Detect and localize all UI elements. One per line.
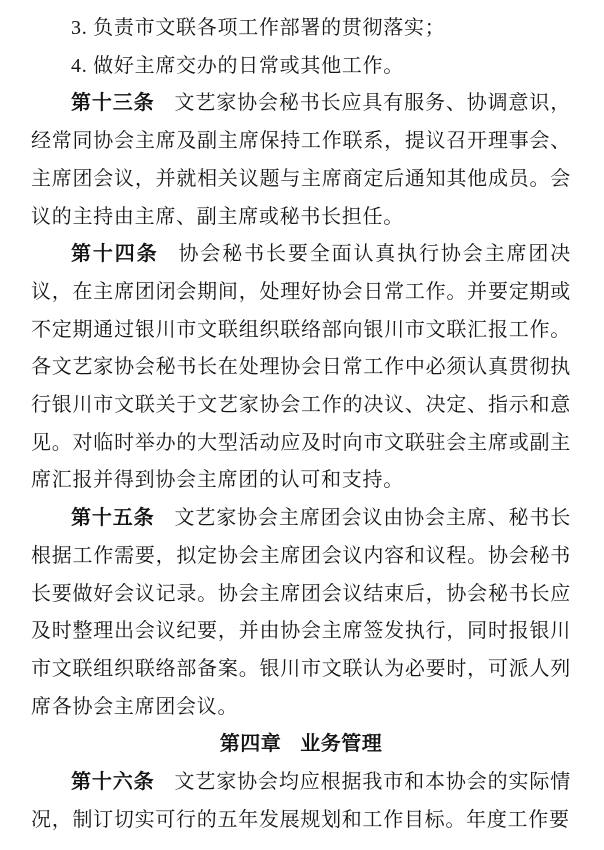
article-14-paragraph [31, 236, 571, 500]
article-15-paragraph [31, 500, 571, 726]
numbered-item-4: 4. 做好主席交办的日常或其他工作。 [71, 54, 404, 77]
article-14-text: 协会秘书长要全面认真执行协会主席团决议，在主席团闭会期间，处理好协会日常工作。并要定期或不定期通过银川市文联组织联络部向银川市文联汇报工作。各文艺家协会秘书长在处理协会日常工作中必须认真贯彻执行银川市文联关于文艺家协会工作的决议、决定、指示和意见。对临时举办的大型活动应及时向市文联驻会主席或副主席汇报并得到协会主席团的认可和支持。 [31, 243, 571, 492]
article-15-label: 第十五条 [71, 507, 155, 530]
article-13-text: 文艺家协会秘书长应具有服务、协调意识，经常同协会主席及副主席保持工作联系，提议召开理事会、主席团会议，并就相关议题与主席商定后通知其他成员。会议的主持由主席、副主席或秘书长担任。 [31, 92, 571, 228]
chapter-title: 业务管理 [300, 733, 383, 756]
article-16-text: 文艺家协会均应根据我市和本协会的实际情况，制订切实可行的五年发展规划和工作目标。年度工作要 [31, 771, 571, 831]
chapter-heading [31, 726, 571, 764]
article-13-paragraph [31, 85, 571, 236]
numbered-item-3: 3. 负责市文联各项工作部署的贯彻落实； [71, 17, 446, 39]
article-16-label: 第十六条 [71, 771, 155, 794]
chapter-number: 第四章 [219, 733, 282, 756]
article-13-label: 第十三条 [71, 92, 155, 115]
article-14-label: 第十四条 [71, 243, 159, 266]
article-15-text: 文艺家协会主席团会议由协会主席、秘书长根据工作需要，拟定协会主席团会议内容和议程。协会秘书长要做好会议记录。协会主席团会议结束后，协会秘书长应及时整理出会议纪要，并由协会主席签发执行，同时报银川市文联组织联络部备案。银川市文联认为必要时，可派人列席各协会主席团会议。 [31, 507, 571, 718]
article-16-paragraph [31, 764, 571, 839]
